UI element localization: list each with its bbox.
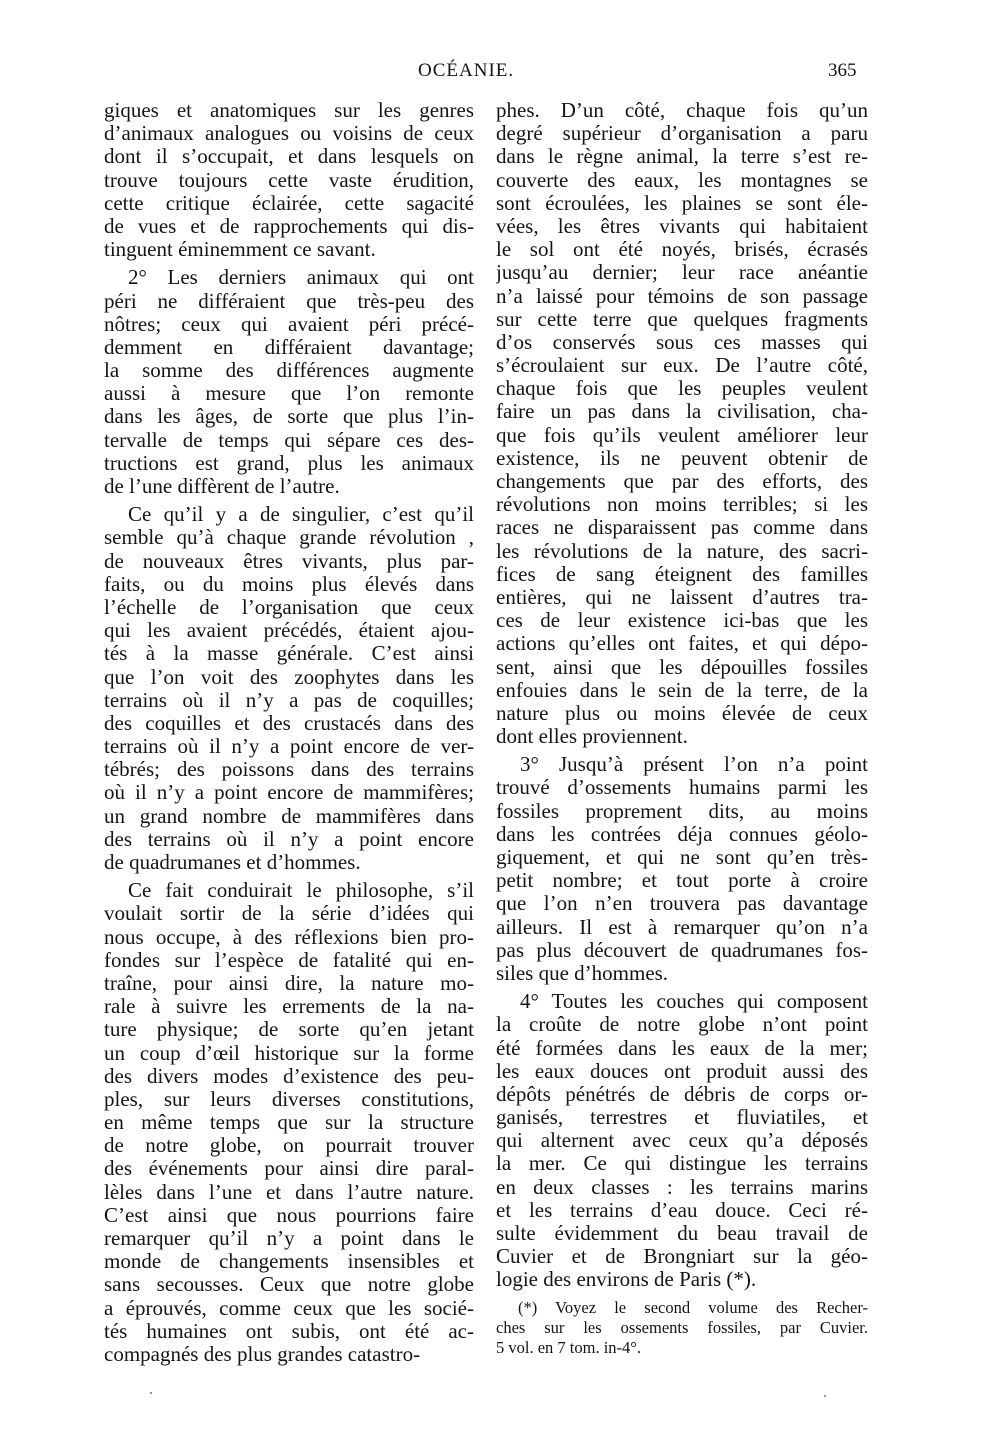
footnote-line: (*) Voyez le second volume des Recher- [518, 1297, 868, 1317]
page-number: 365 [828, 60, 857, 81]
text-line: révolutions non moins terribles; si les [496, 493, 868, 517]
text-line: des terrains où il n’y a point encore [104, 827, 474, 851]
text-line: la croûte de notre globe n’ont point [496, 1013, 868, 1037]
paragraph [104, 879, 474, 1366]
text-line: les révolutions de la nature, des sacri- [496, 539, 868, 563]
footnote-line: 5 vol. en 7 tom. in-4°. [496, 1337, 642, 1357]
text-line: et les terrains d’eau douce. Ceci ré- [496, 1198, 868, 1222]
text-line: nôtres; ceux qui avaient péri précé- [104, 312, 474, 336]
text-line: degré supérieur d’organisation a paru [496, 122, 868, 146]
text-line: Ce qu’il y a de singulier, c’est qu’il [128, 503, 474, 527]
text-line: C’est ainsi que nous pourrions faire [104, 1203, 474, 1227]
text-line: compagnés des plus grandes catastro- [104, 1342, 421, 1366]
text-line: dont il s’occupait, et dans lesquels on [104, 145, 474, 169]
paragraph [104, 266, 474, 498]
text-line: l’échelle de l’organisation que ceux [104, 595, 474, 619]
text-line: cette critique éclairée, cette sagacité [104, 191, 474, 215]
text-line: fossiles proprement dits, au moins [496, 799, 868, 823]
text-line: en même temps que sur la structure [104, 1111, 474, 1135]
text-line: fices de sang éteignent des familles [496, 562, 868, 586]
paragraph [496, 753, 868, 985]
paragraph [496, 99, 868, 748]
text-line: tructions est grand, plus les animaux [104, 451, 474, 475]
text-line: couverte des eaux, les montagnes se [496, 168, 868, 192]
text-line: 2° Les derniers animaux qui ont [128, 266, 474, 290]
text-line: d’animaux analogues ou voisins de ceux [104, 122, 474, 146]
text-line: nous occupe, à des réflexions bien pro- [104, 925, 474, 949]
text-line: tés humaines ont subis, ont été ac- [104, 1319, 474, 1343]
text-line: qui alternent avec ceux qu’a déposés [496, 1129, 868, 1153]
text-line: races ne disparaissent pas comme dans [496, 516, 868, 540]
text-line: vées, les êtres vivants qui habitaient [496, 214, 868, 238]
text-line: remarquer qu’il n’y a point dans le [104, 1227, 474, 1250]
text-line: lèles dans l’une et dans l’autre nature. [104, 1180, 474, 1204]
paragraph [104, 99, 474, 261]
text-line: trouvé d’ossements humains parmi les [496, 776, 868, 800]
text-line: sur cette terre que quelques fragments [496, 307, 868, 331]
text-line: n’a laissé pour témoins de son passage [496, 284, 868, 308]
text-line: les eaux douces ont produit aussi des [496, 1059, 868, 1083]
text-line: dans les âges, de sorte que plus l’in- [104, 405, 474, 429]
text-line: la somme des différences augmente [104, 359, 474, 383]
text-line: siles que d’hommes. [496, 961, 669, 985]
text-line: nature plus ou moins élevée de ceux [496, 701, 868, 725]
text-line: sont écroulées, les plaines se sont éle- [496, 191, 868, 215]
left-column [104, 99, 474, 1366]
text-line: giques et anatomiques sur les genres [104, 99, 474, 122]
text-line: de quadrumanes et d’hommes. [104, 851, 361, 874]
text-line: dont elles proviennent. [496, 725, 688, 749]
text-line: voulait sortir de la série d’idées qui [104, 902, 474, 926]
text-line: tés à la masse générale. C’est ainsi [104, 642, 474, 666]
text-line: jusqu’au dernier; leur race anéantie [496, 261, 868, 285]
text-line: que fois qu’ils veulent améliorer leur [496, 423, 868, 447]
text-line: phes. D’un côté, chaque fois qu’un [496, 99, 868, 122]
text-line: en deux classes : les terrains marins [496, 1175, 868, 1199]
paragraph [496, 990, 868, 1291]
text-line: d’os conservés sous ces masses qui [496, 330, 868, 354]
text-line: entières, qui ne laissent d’autres tra- [496, 585, 868, 609]
text-line: dans les contrées déja connues géolo- [496, 822, 868, 846]
text-line: petit nombre; et tout porte à croire [496, 869, 868, 893]
right-column [496, 99, 868, 1358]
text-line: faits, ou du moins plus élevés dans [104, 572, 474, 596]
text-line: des divers modes d’existence des peu- [104, 1064, 474, 1088]
text-line: tébrés; des poissons dans des terrains [104, 758, 474, 782]
text-line: giquement, et qui ne sont qu’en très- [496, 846, 868, 869]
text-line: dépôts pénétrés de débris de corps or- [496, 1082, 868, 1106]
scan-speck [150, 1392, 152, 1394]
text-line: terrains où il n’y a point encore de ver- [104, 735, 474, 759]
text-line: de l’une diffèrent de l’autre. [104, 475, 340, 498]
text-line: chaque fois que les peuples veulent [496, 377, 868, 401]
text-line: 4° Toutes les couches qui composent [520, 990, 868, 1014]
text-line: dans le règne animal, la terre s’est re- [496, 145, 868, 169]
text-line: que l’on n’en trouvera pas davantage [496, 892, 868, 916]
text-line: sans secousses. Ceux que notre globe [104, 1273, 474, 1297]
text-line: logie des environs de Paris (*). [496, 1268, 757, 1292]
text-line: été formées dans les eaux de la mer; [496, 1036, 868, 1060]
text-line: demment en différaient davantage; [104, 335, 474, 359]
text-line: qui les avaient précédés, étaient ajou- [104, 619, 474, 643]
paragraph [104, 503, 474, 874]
text-line: tervalle de temps qui sépare ces des- [104, 428, 474, 452]
text-line: des événements pour ainsi dire paral- [104, 1157, 474, 1181]
text-line: que l’on voit des zoophytes dans les [104, 665, 474, 689]
text-line: ces de leur existence ici-bas que les [496, 609, 868, 633]
footnote [496, 1298, 868, 1358]
text-line: actions qu’elles ont faites, et qui dépo- [496, 632, 868, 656]
text-line: faire un pas dans la civilisation, cha- [496, 400, 868, 424]
text-line: de nouveaux êtres vivants, plus par- [104, 549, 474, 573]
text-line: semble qu’à chaque grande révolution , [104, 526, 474, 550]
text-line: tinguent éminemment ce savant. [104, 238, 376, 262]
text-line: des coquilles et des crustacés dans des [104, 711, 474, 735]
scan-speck [824, 1395, 826, 1397]
text-line: rale à suivre les errements de la na- [104, 995, 474, 1019]
text-line: ailleurs. Il est à remarquer qu’on n’a [496, 915, 868, 939]
text-line: un coup d’œil historique sur la forme [104, 1041, 474, 1065]
text-line: pas plus découvert de quadrumanes fos- [496, 938, 868, 962]
text-line: de notre globe, on pourrait trouver [104, 1134, 474, 1158]
text-line: enfouies dans le sein de la terre, de la [496, 678, 868, 702]
text-line: a éprouvés, comme ceux que les socié- [104, 1296, 474, 1320]
text-line: Cuvier et de Brongniart sur la géo- [496, 1245, 868, 1269]
text-line: existence, ils ne peuvent obtenir de [496, 446, 868, 470]
text-line: ples, sur leurs diverses constitutions, [104, 1087, 474, 1111]
text-line: la mer. Ce qui distingue les terrains [496, 1152, 868, 1176]
header-title: OCÉANIE. [418, 60, 515, 81]
text-line: ture physique; de sorte qu’en jetant [104, 1018, 474, 1042]
text-line: 3° Jusqu’à présent l’on n’a point [520, 753, 868, 777]
text-line: péri ne différaient que très-peu des [104, 289, 474, 313]
text-line: ganisés, terrestres et fluviatiles, et [496, 1106, 868, 1130]
text-line: fondes sur l’espèce de fatalité qui en- [104, 948, 474, 972]
text-line: traîne, pour ainsi dire, la nature mo- [104, 971, 474, 995]
text-line: aussi à mesure que l’on remonte [104, 382, 474, 406]
text-line: s’écroulaient sur eux. De l’autre côté, [496, 354, 868, 378]
text-line: de vues et de rapprochements qui dis- [104, 214, 474, 238]
text-line: le sol ont été noyés, brisés, écrasés [496, 238, 868, 262]
text-line: trouve toujours cette vaste érudition, [104, 168, 474, 192]
text-line: sulte évidemment du beau travail de [496, 1222, 868, 1245]
footnote-line: ches sur les ossements fossiles, par Cuvier. [496, 1317, 868, 1337]
text-line: un grand nombre de mammifères dans [104, 804, 474, 828]
text-line: terrains où il n’y a pas de coquilles; [104, 688, 474, 712]
text-line: sent, ainsi que les dépouilles fossiles [496, 655, 868, 679]
text-line: changements que par des efforts, des [496, 470, 868, 493]
text-line: Ce fait conduirait le philosophe, s’il [128, 879, 474, 903]
text-line: où il n’y a point encore de mammifères; [104, 781, 474, 805]
text-line: monde de changements insensibles et [104, 1250, 474, 1274]
